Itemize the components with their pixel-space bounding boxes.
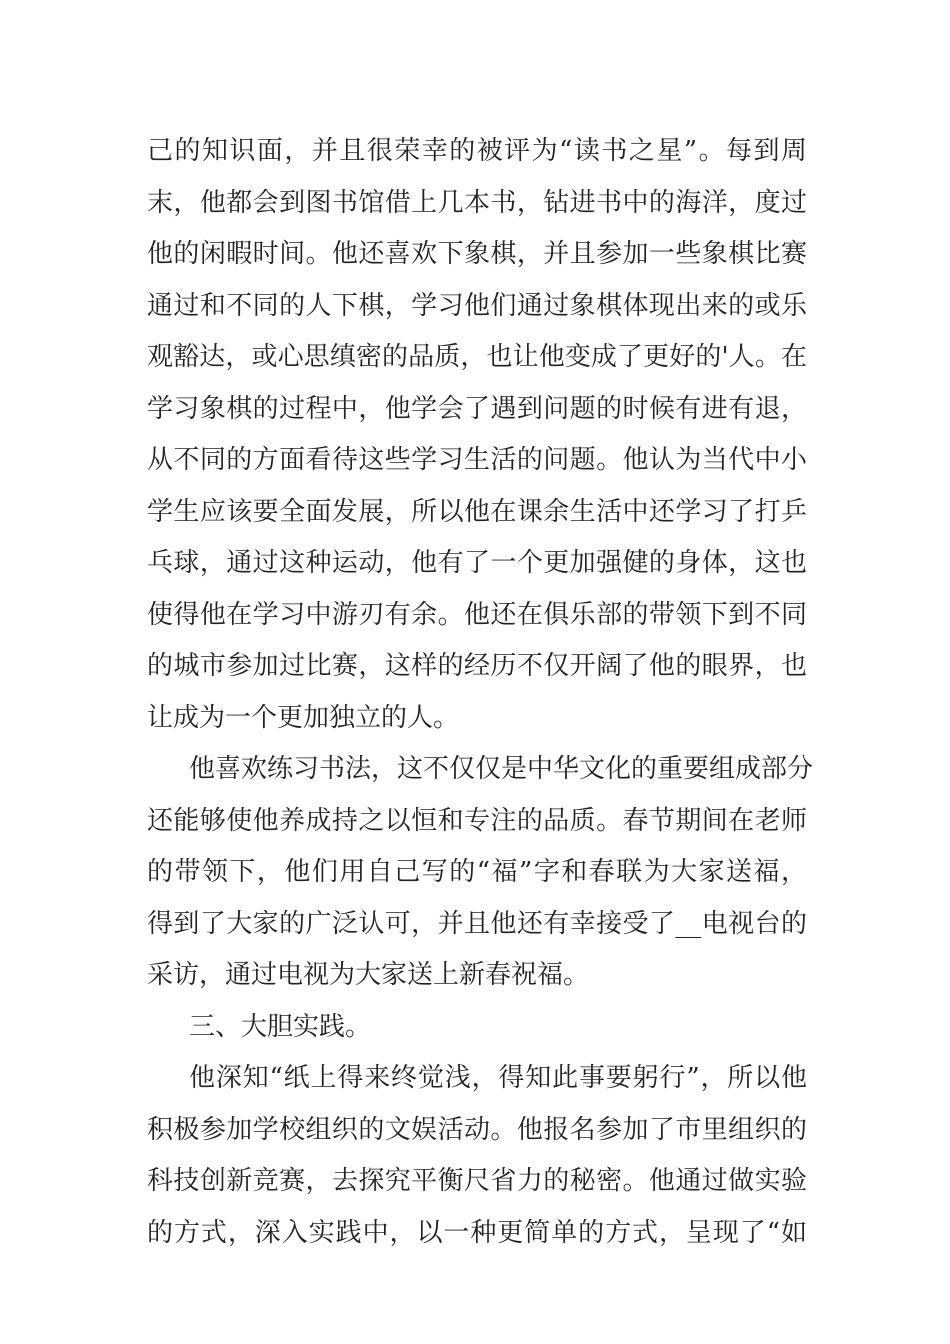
- text-line: 他喜欢练习书法，这不仅仅是中华文化的重要组成部分: [189, 754, 814, 784]
- text-line: 末，他都会到图书馆借上几本书，钻进书中的海洋，度过: [147, 187, 807, 218]
- text-line: 的城市参加过比赛，这样的经历不仅开阔了他的眼界，也: [147, 651, 807, 681]
- text-line: 的带领下，他们用自己写的“福”字和春联为大家送福，: [147, 857, 807, 887]
- text-line: 观豁达，或心思缜密的品质，也让他变成了更好的'人。在: [147, 342, 807, 372]
- document-body: [147, 126, 814, 1259]
- text-line: 从不同的方面看待这些学习生活的问题。他认为当代中小: [147, 445, 807, 475]
- text-line: 还能够使他养成持之以恒和专注的品质。春节期间在老师: [147, 805, 807, 836]
- text-line: 他深知“纸上得来终觉浅，得知此事要躬行”，所以他: [189, 1063, 807, 1093]
- text-line: 使得他在学习中游刃有余。他还在俱乐部的带领下到不同: [147, 599, 807, 630]
- text-line: 积极参加学校组织的文娱活动。他报名参加了市里组织的: [147, 1114, 807, 1145]
- text-line: 得到了大家的广泛认可，并且他还有幸接受了__电视台的: [147, 908, 807, 939]
- text-line: 乓球，通过这种运动，他有了一个更加强健的身体，这也: [147, 548, 807, 578]
- text-line: 的方式，深入实践中，以一种更简单的方式，呈现了“如: [147, 1217, 807, 1248]
- text-line: 采访，通过电视为大家送上新春祝福。: [147, 960, 590, 990]
- text-line: 科技创新竞赛，去探究平衡尺省力的秘密。他通过做实验: [147, 1166, 807, 1196]
- text-line: 让成为一个更加独立的人。: [147, 702, 460, 733]
- text-line: 学习象棋的过程中，他学会了遇到问题的时候有进有退，: [147, 393, 807, 424]
- text-line: 三、大胆实践。: [189, 1011, 372, 1042]
- text-line: 他的闲暇时间。他还喜欢下象棋，并且参加一些象棋比赛: [147, 239, 807, 269]
- text-line: 己的知识面，并且很荣幸的被评为“读书之星”。每到周: [147, 136, 807, 166]
- text-line: 学生应该要全面发展，所以他在课余生活中还学习了打乒: [147, 496, 807, 527]
- text-line: 通过和不同的人下棋，学习他们通过象棋体现出来的或乐: [147, 290, 807, 321]
